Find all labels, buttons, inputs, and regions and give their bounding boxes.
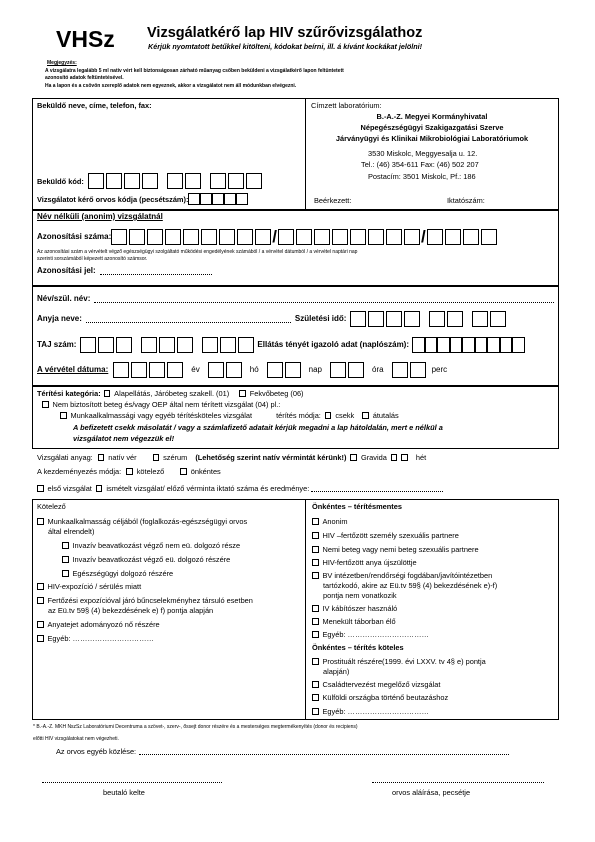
sample-time-box[interactable]	[410, 362, 426, 378]
right-item-label: IV kábítószer használó	[322, 604, 398, 613]
week-label: hét	[415, 453, 427, 462]
taj-box[interactable]	[238, 337, 254, 353]
lab-line-1: B.-A.-Z. Megyei Kormányhivatal	[376, 112, 488, 121]
native-blood-label: natív vér	[108, 453, 137, 462]
left-item-checkbox[interactable]	[37, 518, 44, 525]
hour-label: óra	[372, 365, 384, 374]
taj-box[interactable]	[220, 337, 236, 353]
lab-label: Címzett laboratórium:	[311, 101, 382, 110]
gravida-label: Gravida	[360, 453, 387, 462]
left-item	[62, 569, 173, 578]
sender-code-box[interactable]	[210, 173, 226, 189]
taj-box[interactable]	[116, 337, 132, 353]
anon-id-box[interactable]	[278, 229, 294, 245]
right-item-label: BV intézetben/rendőrségi fogdában/javítóintézetben	[322, 571, 493, 580]
anon-id-box[interactable]	[165, 229, 181, 245]
sample-date-box[interactable]	[113, 362, 129, 378]
voluntary-label: önkéntes	[190, 467, 221, 476]
anon-id-box[interactable]	[404, 229, 420, 245]
repeat-exam-label: ismételt vizsgálat/ előző vérminta iktató száma és eredménye:	[106, 484, 310, 493]
native-blood-checkbox[interactable]	[98, 454, 105, 461]
form-subtitle: Kérjük nyomtatott betűkkel kitölteni, kódokat beírni, ill. á kívánt kockákat jelölni!	[148, 42, 422, 51]
taj-box[interactable]	[177, 337, 193, 353]
doctor-signature-line[interactable]	[372, 782, 544, 783]
left-item	[37, 634, 154, 643]
voluntary-paid-heading: Önkéntes – térítés köteles	[312, 643, 404, 652]
left-item	[37, 517, 247, 526]
inpatient-label: Fekvőbeteg (06)	[249, 389, 304, 398]
lab-line-5: Tel.: (46) 354-611 Fax: (46) 502 207	[361, 160, 479, 169]
left-item	[62, 555, 230, 564]
right-item-label: Menekült táborban élő	[322, 617, 396, 626]
registration-label: Iktatószám:	[447, 196, 485, 205]
lab-line-4: 3530 Miskolc, Meggyesalja u. 12.	[368, 149, 478, 158]
right-item	[312, 558, 417, 567]
lab-line-6: Postacím: 3501 Miskolc, Pf.: 186	[368, 172, 476, 181]
right-item-label: HIV-fertőzött anya újszülöttje	[322, 558, 417, 567]
anon-id-box[interactable]	[368, 229, 384, 245]
week-box[interactable]	[401, 454, 408, 461]
right-item-checkbox[interactable]	[312, 618, 319, 625]
voluntary-free-heading: Önkéntes – térítésmentes	[312, 502, 402, 511]
right-paid-item	[312, 680, 440, 689]
notes-line-3: Ha a lapon és a csövön szereplő adatok nem egyeznek, akkor a vizsgálatot nem áll módunkban elvégezni.	[45, 83, 297, 89]
footer-note-2: előtti HIV vizsgálatokat nem végezheti.	[33, 736, 119, 742]
taj-label: TAJ szám:	[37, 340, 77, 349]
sender-code-box[interactable]	[88, 173, 104, 189]
repeat-exam-checkbox[interactable]	[96, 485, 103, 492]
left-item-label: Invazív beavatkozást végző eü. dolgozó részére	[72, 555, 231, 564]
lab-line-2: Népegészségügyi Szakigazgatási Szerve	[360, 123, 504, 132]
right-item-checkbox[interactable]	[312, 559, 319, 566]
doctor-remark-row	[56, 747, 509, 756]
anon-id-box[interactable]	[147, 229, 163, 245]
left-item-continued: által elrendelt)	[48, 527, 95, 536]
care-proof-label: Ellátás tényét igazoló adat (naplószám):	[257, 340, 410, 349]
care-proof-box[interactable]	[425, 337, 438, 353]
left-item	[37, 582, 141, 591]
sample-date-box[interactable]	[267, 362, 283, 378]
birth-date-box[interactable]	[404, 311, 420, 327]
fitness-paid-row	[60, 411, 399, 420]
left-item	[37, 620, 160, 629]
doctor-code-box[interactable]	[212, 193, 224, 205]
right-paid-item	[312, 657, 486, 666]
right-paid-continued: alapján)	[323, 667, 350, 676]
uninsured-row	[42, 400, 280, 409]
sample-date-label: A vérvétel dátuma:	[37, 365, 109, 374]
footer-note-1: * B.-A.-Z. MKH NszSz Laboratóriumi Decentruma a szövet-, szerv-, őssejt donor részére és a mesterséges megtermékenyítés (donor és recipiens)	[33, 724, 358, 730]
right-item-label: Anonim	[322, 517, 348, 526]
left-item	[62, 541, 240, 550]
doctor-code-label: Vizsgálatot kérő orvos kódja (pecsétszám):	[37, 194, 189, 204]
right-item-continued: pontja nem vonatkozik	[323, 591, 397, 600]
anon-id-box[interactable]	[237, 229, 253, 245]
taj-box[interactable]	[159, 337, 175, 353]
birth-date-box[interactable]	[429, 311, 445, 327]
right-item-label: HIV –fertőzött személy szexuális partnere	[322, 531, 459, 540]
doctor-code-box[interactable]	[224, 193, 236, 205]
left-item-label: Egyéb: ……………………………	[47, 634, 154, 643]
sample-material-row	[37, 453, 426, 462]
anon-id-box[interactable]	[129, 229, 145, 245]
notes-heading: Megjegyzés:	[47, 60, 77, 66]
right-paid-checkbox[interactable]	[312, 658, 319, 665]
mother-name-row	[37, 311, 506, 327]
birth-date-box[interactable]	[447, 311, 463, 327]
left-item-checkbox[interactable]	[37, 597, 44, 604]
day-label: nap	[308, 365, 323, 374]
sender-code-row	[37, 173, 262, 189]
right-item	[312, 617, 396, 626]
doctor-remark-field[interactable]	[139, 748, 509, 755]
transfer-checkbox[interactable]	[362, 412, 369, 419]
right-item	[312, 545, 479, 554]
sample-date-box[interactable]	[167, 362, 183, 378]
anon-id-box[interactable]	[183, 229, 199, 245]
minute-label: perc	[431, 365, 448, 374]
left-item	[37, 596, 253, 605]
right-paid-checkbox[interactable]	[312, 708, 319, 715]
birth-date-box[interactable]	[350, 311, 366, 327]
mother-name-label: Anyja neve:	[37, 314, 82, 323]
anon-id-box[interactable]	[255, 229, 271, 245]
notes-line-2: azonosító adatok feltüntetésével.	[45, 75, 124, 81]
sender-name-label: Beküldő neve, címe, telefon, fax:	[37, 101, 152, 110]
doctor-code-box[interactable]	[200, 193, 212, 205]
doctor-code-box[interactable]	[188, 193, 200, 205]
serum-checkbox[interactable]	[153, 454, 160, 461]
care-proof-box[interactable]	[500, 337, 513, 353]
sample-time-box[interactable]	[330, 362, 346, 378]
right-item	[312, 604, 397, 613]
fitness-paid-label: Munkaalkalmassági vagy egyéb térítésköteles vizsgálat	[70, 411, 253, 420]
birth-date-box[interactable]	[368, 311, 384, 327]
sender-code-box[interactable]	[246, 173, 262, 189]
payment-mode-label: térítés módja:	[276, 411, 321, 420]
left-item-label: Invazív beavatkozást végző nem eü. dolgozó része	[72, 541, 241, 550]
left-item-checkbox[interactable]	[37, 621, 44, 628]
anon-id-box[interactable]	[445, 229, 461, 245]
sender-code-label: Beküldő kód:	[37, 176, 84, 186]
birth-date-box[interactable]	[386, 311, 402, 327]
patient-name-row	[37, 294, 554, 304]
mandatory-checkbox[interactable]	[126, 468, 133, 475]
anon-id-box[interactable]	[463, 229, 479, 245]
payment-category-row	[37, 389, 304, 398]
right-item-checkbox[interactable]	[312, 572, 319, 579]
left-item-label: Munkaalkalmasság céljából (foglalkozás-egészségügyi orvos	[47, 517, 248, 526]
anon-id-box[interactable]	[314, 229, 330, 245]
taj-box[interactable]	[202, 337, 218, 353]
sample-material-label: Vizsgálati anyag:	[37, 453, 93, 462]
birth-date-box[interactable]	[472, 311, 488, 327]
anon-id-box[interactable]	[427, 229, 443, 245]
cheque-checkbox[interactable]	[325, 412, 332, 419]
right-paid-item	[312, 707, 429, 716]
right-item-label: Nemi beteg vagy nemi beteg szexuális partnere	[322, 545, 479, 554]
right-item-checkbox[interactable]	[312, 518, 319, 525]
anon-id-box[interactable]	[296, 229, 312, 245]
sample-date-box[interactable]	[226, 362, 242, 378]
sample-date-box[interactable]	[149, 362, 165, 378]
left-item-label: Fertőzési expozícióval járó bűncselekményhez társuló esetben	[47, 596, 253, 605]
first-exam-checkbox[interactable]	[37, 485, 44, 492]
care-proof-box[interactable]	[450, 337, 463, 353]
care-proof-box[interactable]	[437, 337, 450, 353]
right-paid-label: Prostituált részére(1999. évi LXXV. tv 4§ e) pontja	[322, 657, 486, 666]
taj-row	[37, 337, 525, 353]
doctor-remark-label: Az orvos egyéb közlése:	[56, 747, 137, 756]
mandatory-label: kötelező	[136, 467, 165, 476]
doctor-signature-label: orvos aláírása, pecsétje	[392, 788, 471, 797]
right-item-checkbox[interactable]	[312, 546, 319, 553]
month-label: hó	[249, 365, 259, 374]
primary-care-label: Alapellátás, Járóbeteg szakell. (01)	[114, 389, 230, 398]
sender-code-box[interactable]	[185, 173, 201, 189]
right-item	[312, 571, 492, 580]
previous-result-field[interactable]	[311, 485, 443, 492]
gravida-checkbox[interactable]	[350, 454, 357, 461]
arrived-label: Beérkezett:	[314, 196, 352, 205]
doctor-code-box[interactable]	[236, 193, 248, 205]
uninsured-checkbox[interactable]	[42, 401, 49, 408]
anonymous-note-1: Az azonosítási szám a vérvételt végző egészségügyi szolgáltató működési engedélyének számából / a vérvétel dátumból / a vérvétel naptári nap	[37, 249, 358, 255]
payment-warning-1: A befizetett csekk másolatát / vagy a számlafizető adatait kérjük megadni a lap hátoldalán, mert e nélkül a	[73, 423, 443, 432]
sample-date-box[interactable]	[131, 362, 147, 378]
doctor-code-row	[37, 193, 248, 205]
sender-code-box[interactable]	[124, 173, 140, 189]
left-item-checkbox[interactable]	[62, 570, 69, 577]
right-item-continued: tartózkodó, akire az Eü.tv 59§ (4) bekezdésének e)-f)	[323, 581, 498, 590]
right-item-checkbox[interactable]	[312, 532, 319, 539]
sender-code-box[interactable]	[142, 173, 158, 189]
week-box[interactable]	[391, 454, 398, 461]
patient-name-label: Név/szül. név:	[37, 294, 91, 303]
referrer-date-line[interactable]	[42, 782, 222, 783]
referrer-date-label: beutaló kelte	[103, 788, 145, 797]
exam-type-row	[37, 484, 443, 493]
anon-id-box[interactable]	[111, 229, 127, 245]
initiation-row	[37, 467, 221, 476]
sample-date-row	[37, 362, 447, 378]
notes-line-1: A vizsgálatra legalább 5 ml natív vért kell biztonságosan zárható műanyag csőben beküldeni a vizsgálatkérő lapon feltüntetett	[45, 68, 344, 74]
care-proof-box[interactable]	[475, 337, 488, 353]
year-label: év	[191, 365, 200, 374]
care-proof-box[interactable]	[487, 337, 500, 353]
sender-code-box[interactable]	[167, 173, 183, 189]
sample-time-box[interactable]	[392, 362, 408, 378]
right-paid-checkbox[interactable]	[312, 694, 319, 701]
left-item-checkbox[interactable]	[37, 583, 44, 590]
sample-hint: (Lehetőség szerint natív vérmintát kérünk!)	[195, 453, 347, 462]
right-paid-label: Külföldi országba történő beutazáshoz	[322, 693, 449, 702]
anonymous-sign-label: Azonosítási jel:	[37, 266, 96, 275]
right-item	[312, 531, 459, 540]
care-proof-box[interactable]	[512, 337, 525, 353]
patient-name-field[interactable]	[94, 296, 554, 303]
right-item	[312, 630, 429, 639]
right-paid-item	[312, 693, 448, 702]
cheque-label: csekk	[335, 411, 355, 420]
fitness-paid-checkbox[interactable]	[60, 412, 67, 419]
voluntary-checkbox[interactable]	[180, 468, 187, 475]
left-item-label: HIV-expozíció / sérülés miatt	[47, 582, 142, 591]
anonymous-id-label: Azonosítási száma:	[37, 232, 112, 241]
right-item	[312, 517, 348, 526]
sender-code-box[interactable]	[106, 173, 122, 189]
anon-id-box[interactable]	[332, 229, 348, 245]
mandatory-heading: Kötelező	[37, 502, 66, 511]
payment-category-label: Térítési kategória:	[37, 389, 101, 398]
first-exam-label: első vizsgálat	[47, 484, 92, 493]
right-item-checkbox[interactable]	[312, 631, 319, 638]
care-proof-box[interactable]	[412, 337, 425, 353]
form-logo: VHSz	[56, 26, 115, 52]
sample-date-box[interactable]	[285, 362, 301, 378]
inpatient-checkbox[interactable]	[239, 390, 246, 397]
anonymous-note-2: szerinti sorszámából képezett azonosító számsor.	[37, 256, 148, 262]
transfer-label: átutalás	[372, 411, 399, 420]
anonymous-id-row: Azonosítási száma: / /	[37, 229, 497, 245]
primary-care-checkbox[interactable]	[104, 390, 111, 397]
serum-label: szérum	[163, 453, 188, 462]
right-paid-label: Egyéb: ……………………………	[322, 707, 429, 716]
left-item-continued: az Eü.tv 59§ (4) bekezdésének e) f) pontja alapján	[48, 606, 214, 615]
anon-id-box[interactable]	[219, 229, 235, 245]
left-item-label: Anyatejet adományozó nő részére	[47, 620, 160, 629]
form-title: Vizsgálatkérő lap HIV szűrővizsgálathoz	[147, 25, 423, 41]
anon-id-box[interactable]	[481, 229, 497, 245]
anonymous-sign-row	[37, 266, 212, 276]
birth-date-box[interactable]	[490, 311, 506, 327]
left-item-checkbox[interactable]	[62, 556, 69, 563]
left-item-label: Egészségügyi dolgozó részére	[72, 569, 174, 578]
uninsured-label: Nem biztosított beteg és/vagy OEP által nem térített vizsgálat (04) pl.:	[52, 400, 281, 409]
anonymous-heading: Név nélküli (anonim) vizsgálatnál	[37, 212, 163, 221]
initiation-label: A kezdeményezés módja:	[37, 467, 122, 476]
left-item-checkbox[interactable]	[62, 542, 69, 549]
sample-time-box[interactable]	[348, 362, 364, 378]
anon-id-box[interactable]	[386, 229, 402, 245]
sender-code-box[interactable]	[228, 173, 244, 189]
taj-box[interactable]	[80, 337, 96, 353]
right-item-checkbox[interactable]	[312, 605, 319, 612]
anon-id-box[interactable]	[350, 229, 366, 245]
payment-warning-2: vizsgálatot nem végezzük el!	[73, 434, 175, 443]
sample-date-box[interactable]	[208, 362, 224, 378]
care-proof-box[interactable]	[462, 337, 475, 353]
right-item-label: Egyéb: ……………………………	[322, 630, 429, 639]
taj-box[interactable]	[141, 337, 157, 353]
mother-name-field[interactable]	[86, 316, 291, 323]
lab-line-3: Járványügyi és Klinikai Mikrobiológiai Laboratóriumok	[335, 134, 529, 143]
left-item-checkbox[interactable]	[37, 635, 44, 642]
anon-id-box[interactable]	[201, 229, 217, 245]
taj-box[interactable]	[98, 337, 114, 353]
right-paid-label: Családtervezést megelőző vizsgálat	[322, 680, 441, 689]
anonymous-sign-field[interactable]	[100, 268, 212, 275]
right-paid-checkbox[interactable]	[312, 681, 319, 688]
birth-date-label: Születési idő:	[294, 314, 347, 323]
